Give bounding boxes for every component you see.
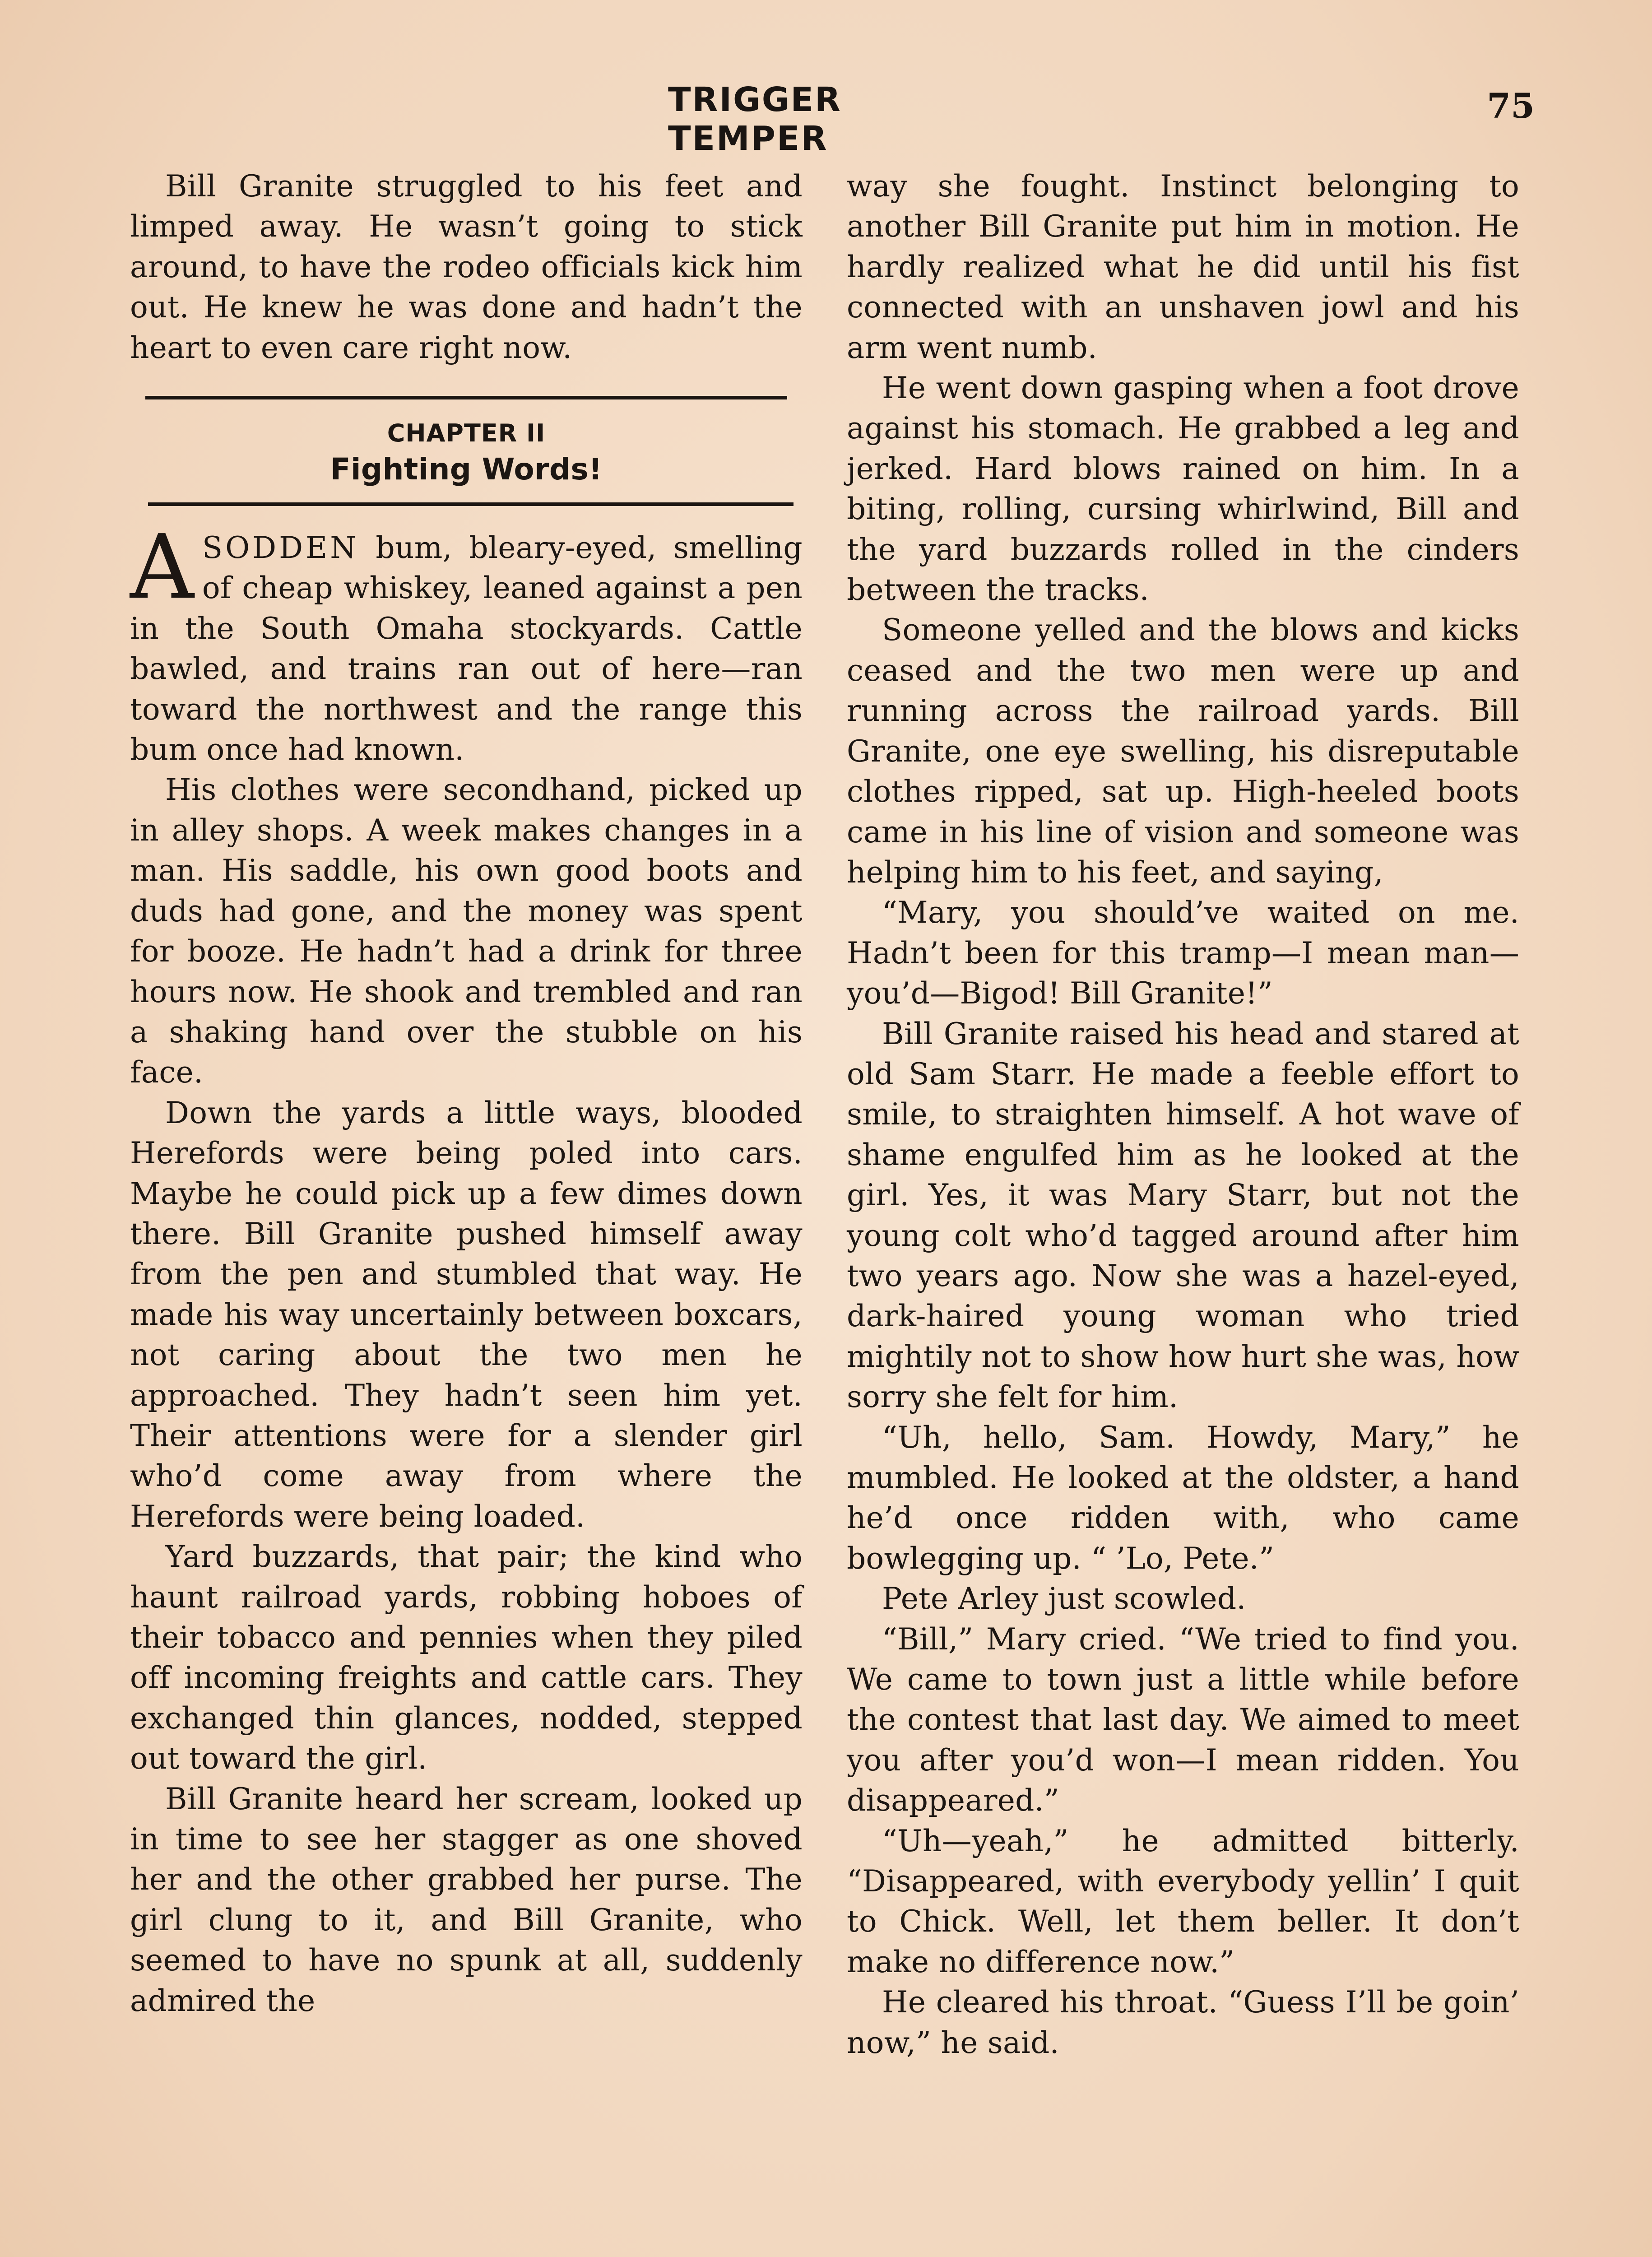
paragraph: Someone yelled and the blows and kicks ceased and the two men were up and running across the railroad yards. Bill Granite, one eye swelling, his disreputable clothes ripped, sat up. High-heeled boots came in his line of vision and someone was helping him to his feet, and saying,: [847, 613, 1519, 890]
drop-cap-word: SODDEN: [202, 530, 359, 566]
left-column: [130, 166, 803, 2021]
paragraph: Down the yards a little ways, blooded Herefords were being poled into cars. Maybe he could pick up a few dimes down there. Bill Granite pushed himself away from the pen and stumbled that way. He made his way uncertainly between boxcars, not caring about the two men he approached. They hadn’t seen him yet. Their attentions were for a slender girl who’d come away from where the Herefords were being loaded.: [130, 1095, 803, 1534]
paragraph: “Bill,” Mary cried. “We tried to find you. We came to town just a little while before the contest that last day. We aimed to meet you after you’d won—I mean ridden. You disappeared.”: [847, 1621, 1519, 1818]
paragraph: Bill Granite raised his head and stared at old Sam Starr. He made a feeble effort to smile, to straighten himself. A hot wave of shame engulfed him as he looked at the girl. Yes, it was Mary Starr, but not the young colt who’d tagged around after him two years ago. Now she was a hazel-eyed, dark-haired young woman who tried mightily not to show how hurt she was, how sorry she felt for him.: [847, 1016, 1519, 1415]
chapter-rule-top: [145, 396, 787, 399]
drop-cap: A: [130, 516, 194, 619]
paragraph-text: bum, bleary-eyed, smelling of cheap whiskey, leaned against a pen in the South Omaha stockyards. Cattle bawled, and trains ran out of here—ran toward the northwest and the range this bum once had known.: [130, 530, 803, 767]
paragraph: Yard buzzards, that pair; the kind who haunt railroad yards, robbing hoboes of their tobacco and pennies when they piled off incoming freights and cattle cars. They exchanged thin glances, nodded, stepped out toward the girl.: [130, 1539, 803, 1776]
paragraph: way she fought. Instinct belonging to another Bill Granite put him in motion. He hardly realized what he did until his fist connected with an unshaven jowl and his arm went numb.: [847, 169, 1519, 365]
paragraph: Pete Arley just scowled.: [882, 1581, 1246, 1616]
paragraph: He went down gasping when a foot drove against his stomach. He grabbed a leg and jerked. Hard blows rained on him. In a biting, rolling, cursing whirlwind, Bill and the yard buzzards rolled in the cinders between the tracks.: [847, 371, 1519, 608]
chapter-title: Fighting Words!: [330, 452, 603, 487]
paragraph: He cleared his throat. “Guess I’ll be goin’ now,” he said.: [847, 1985, 1519, 2060]
paragraph: Bill Granite heard her scream, looked up in time to see her stagger as one shoved her and the other grabbed her purse. The girl clung to it, and Bill Granite, who seemed to have no spunk at all, suddenly admired the: [130, 1781, 803, 2018]
paragraph: His clothes were secondhand, picked up in alley shops. A week makes changes in a man. His saddle, his own good boots and duds had gone, and the money was spent for booze. He hadn’t had a drink for three hours now. He shook and trembled and ran a shaking hand over the stubble on his face.: [130, 772, 803, 1090]
paragraph: “Uh, hello, Sam. Howdy, Mary,” he mumbled. He looked at the oldster, a hand he’d once ridden with, who came bowlegging up. “ ’Lo, Pete.”: [847, 1420, 1519, 1576]
right-column: [847, 166, 1519, 2063]
paragraph: “Uh—yeah,” he admitted bitterly. “Disappeared, with everybody yellin’ I quit to Chick. Well, let them beller. It don’t make no difference now.”: [847, 1823, 1519, 1979]
running-title: TRIGGER TEMPER: [668, 80, 842, 158]
chapter-rule-bottom: [148, 502, 794, 506]
paragraph: “Mary, you should’ve waited on me. Hadn’t been for this tramp—I mean man—you’d—Bigod! Bill Granite!”: [847, 895, 1519, 1011]
chapter-heading: [130, 396, 803, 506]
opening-paragraph: [130, 516, 803, 770]
chapter-number: CHAPTER II: [387, 419, 546, 448]
paragraph: Bill Granite struggled to his feet and limped away. He wasn’t going to stick around, to have the rodeo officials kick him out. He knew he was done and hadn’t the heart to even care right now.: [130, 169, 803, 365]
page-number: 75: [1487, 86, 1535, 126]
